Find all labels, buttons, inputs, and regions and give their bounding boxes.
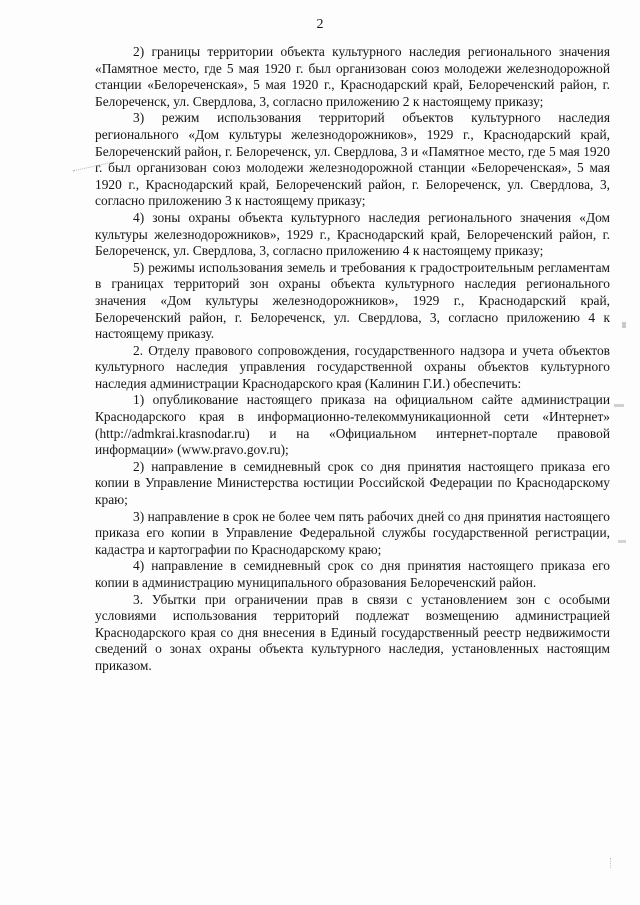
scan-artifact-right-4 (610, 858, 623, 868)
paragraph-subitem-2-ministry-justice: 2) направление в семидневный срок со дня принятия настоящего приказа его копии в Управление Министерства юстиции Российской Федерации по Краснодарскому краю; (95, 458, 610, 508)
paragraph-subitem-3-federal-service: 3) направление в срок не более чем пять рабочих дней со дня принятия настоящего приказа его копии в Управление Федеральной службы государственной регистрации, кадастра и картографии по Краснодарскому краю; (95, 508, 610, 557)
page-number: 2 (316, 17, 324, 32)
paragraph-item-4-protection-zones: 4) зоны охраны объекта культурного наследия регионального значения «Дом культуры железнодорожников», 1929 г., Краснодарский край, Белореченский район, г. Белореченск, ул. Свердлова, 3, согласно приложению 4 к настоящему приказу; (95, 209, 610, 259)
document-body (95, 44, 610, 675)
paragraph-subitem-4-municipal: 4) направление в семидневный срок со дня принятия настоящего приказа его копии в администрацию муниципального образования Белореченский район. (95, 558, 610, 590)
paragraph-subitem-1-publication: 1) опубликование настоящего приказа на официальном сайте администрации Краснодарского края в информационно-телекоммуникационной сети «Интернет» (http://admkrai.krasnodar.ru) и на «Официальном интернет-портале правовой информации» (www.pravo.gov.ru); (95, 392, 610, 458)
scan-artifact-right-3 (618, 540, 626, 543)
scan-artifact-right-2 (614, 404, 624, 407)
scan-artifact-right-1 (622, 322, 626, 328)
paragraph-section-2-instructions: 2. Отделу правового сопровождения, государственного надзора и учета объектов культурного наследия управления государственной охраны объектов культурного наследия администрации Краснодарского края (Калинин Г.И.) обеспечить: (95, 342, 610, 391)
paragraph-item-5-land-use-regimes: 5) режимы использования земель и требования к градостроительным регламентам в границах территорий зон охраны объекта культурного наследия регионального значения «Дом культуры железнодорожников», 1929 г., Краснодарский край, Белореченский район, г. Белореченск, ул. Свердлова, 3, согласно приложению 4 к настоящему приказу. (95, 259, 610, 342)
paragraph-section-3-losses: 3. Убытки при ограничении прав в связи с установлением зон с особыми условиями использования территорий подлежат возмещению администрацией Краснодарского края со дня внесения в Единый государственный реестр недвижимости сведений о зонах охраны объекта культурного наследия, установленных настоящим приказом. (95, 591, 610, 673)
paragraph-item-3-usage-regime: 3) режим использования территорий объектов культурного наследия регионального «Дом культуры железнодорожников», 1929 г., Краснодарский край, Белореченский район, г. Белореченск, ул. Свердлова, 3 и «Памятное место, где 5 мая 1920 г. был организован союз молодежи железнодорожной станции «Белореченская», 5 мая 1920 г., Краснодарский край, Белореченский район, г. Белореченск, ул. Свердлова, 3, согласно приложению 3 к настоящему приказу; (95, 110, 610, 209)
paragraph-item-2-boundaries: 2) границы территории объекта культурного наследия регионального значения «Памятное место, где 5 мая 1920 г. был организован союз молодежи железнодорожной станции «Белореченская», 5 мая 1920 г., Краснодарский край, Белореченский район, г. Белореченск, ул. Свердлова, 3, согласно приложению 2 к настоящему приказу; (95, 44, 610, 109)
